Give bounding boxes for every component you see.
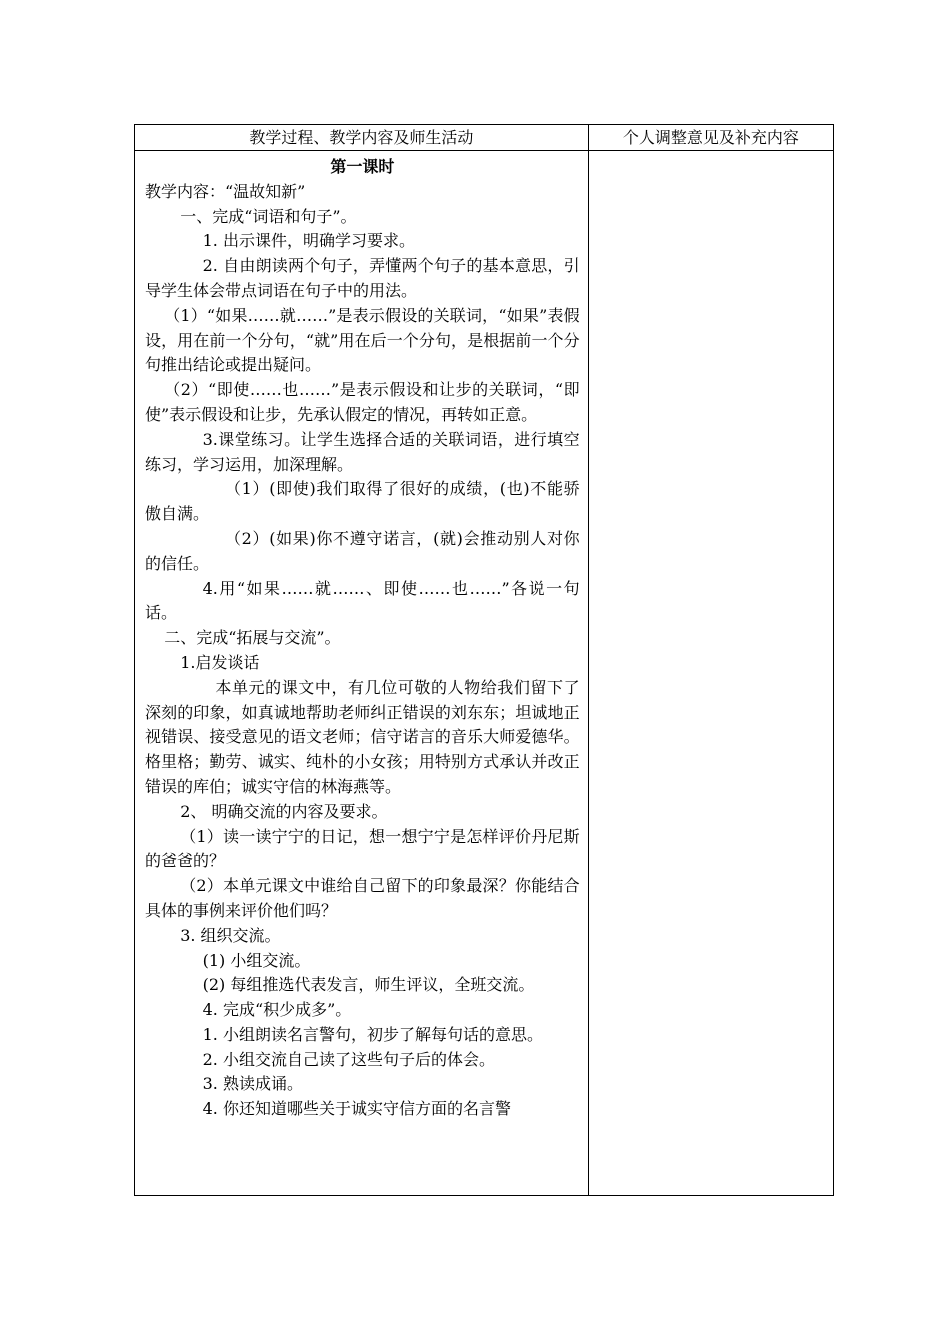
- content-line: 4. 你还知道哪些关于诚实守信方面的名言警: [202, 1099, 511, 1119]
- content-paragraph: （2）本单元课文中谁给自己留下的印象最深？你能结合具体的事例来评价他们吗？: [145, 876, 580, 920]
- content-line: 4. 完成“积少成多”。: [202, 1000, 352, 1020]
- exercise-item: （2）(如果)你不遵守诺言，(就)会推动别人对你的信任。: [145, 528, 580, 573]
- lesson-title: 第一课时: [330, 157, 395, 176]
- content-line: 2、 明确交流的内容及要求。: [180, 801, 388, 821]
- content-paragraph: 1. 小组朗读名言警句，初步了解每句话的意思。: [202, 1024, 543, 1044]
- content-line: 1.启发谈话: [180, 652, 260, 672]
- content-line: 教学内容：“温故知新”: [145, 181, 306, 201]
- content-line: 3. 组织交流。: [180, 925, 281, 945]
- content-line: 2. 小组交流自己读了这些句子后的体会。: [202, 1049, 495, 1069]
- content-line: 1. 出示课件，明确学习要求。: [202, 231, 415, 251]
- content-line: 3. 熟读成诵。: [202, 1074, 303, 1094]
- content-paragraph: 2. 自由朗读两个句子，弄懂两个句子的基本意思，引导学生体会带点词语在句子中的用法。: [145, 256, 580, 300]
- header-personal-notes: 个人调整意见及补充内容: [588, 125, 833, 151]
- personal-notes-cell[interactable]: [588, 151, 833, 1196]
- content-paragraph: （2）“即使……也……”是表示假设和让步的关联词，“即使”表示假设和让步，先承认假定的情况，再转如正意。: [145, 380, 580, 424]
- section-heading: 二、完成“拓展与交流”。: [164, 628, 341, 648]
- table-body-row: [135, 151, 834, 1196]
- content-paragraph: 本单元的课文中，有几位可敬的人物给我们留下了深刻的印象，如真诚地帮助老师纠正错误的刘东东；坦诚地正视错误、接受意见的语文老师；信守诺言的音乐大师爱德华。格里格；勤劳、诚实、纯朴的小女孩；用特别方式承认并改正错误的库伯；诚实守信的林海燕等。: [145, 677, 580, 796]
- teaching-content-cell: [135, 151, 589, 1196]
- lesson-plan-table: [134, 124, 834, 1196]
- table-header-row: [135, 125, 834, 151]
- header-teaching-process: 教学过程、教学内容及师生活动: [135, 125, 589, 151]
- content-paragraph: （1）读一读宁宁的日记，想一想宁宁是怎样评价丹尼斯的爸爸的？: [145, 826, 580, 871]
- content-paragraph: 3.课堂练习。让学生选择合适的关联词语，进行填空练习，学习运用，加深理解。: [145, 429, 580, 474]
- content-paragraph: 4.用“如果……就……、即使……也……”各说一句话。: [145, 578, 580, 623]
- content-line: (1) 小组交流。: [202, 950, 311, 970]
- exercise-item: （1）(即使)我们取得了很好的成绩，(也)不能骄傲自满。: [145, 479, 580, 524]
- content-line: (2) 每组推选代表发言，师生评议，全班交流。: [202, 975, 535, 995]
- content-paragraph: （1）“如果……就……”是表示假设的关联词，“如果”表假设，用在前一个分句，“就”用在后一个分句，是根据前一个分句推出结论或提出疑问。: [145, 305, 580, 375]
- section-heading: 一、完成“词语和句子”。: [180, 206, 357, 226]
